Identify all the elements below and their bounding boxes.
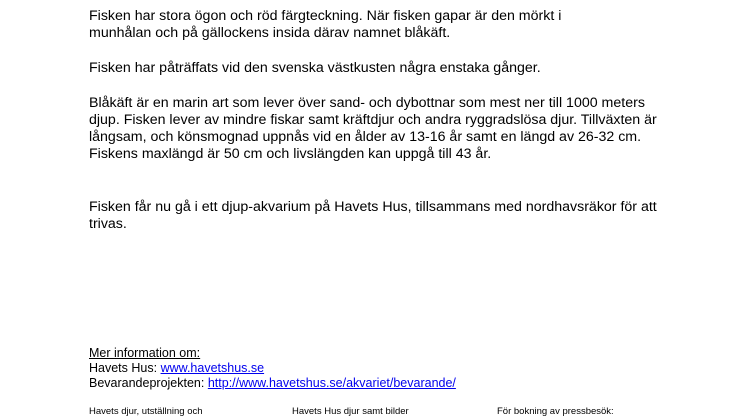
- more-info-section: [89, 346, 456, 391]
- havets-hus-label: Havets Hus:: [89, 361, 161, 375]
- paragraph-aquarium: Fisken får nu gå i ett djup-akvarium på Havets Hus, tillsammans med nordhavsräkor för att trivas.: [89, 199, 657, 232]
- paragraph-occurrence: Fisken har påträffats vid den svenska västkusten några enstaka gånger.: [89, 60, 541, 76]
- footer-column-2: Havets Hus djur samt bilder: [292, 406, 409, 417]
- bevarande-label: Bevarandeprojekten:: [89, 376, 208, 390]
- footer-column-3: För bokning av pressbesök:: [497, 406, 614, 417]
- havets-hus-line: [89, 361, 456, 376]
- bevarande-link[interactable]: http://www.havetshus.se/akvariet/bevarande/: [207, 376, 456, 390]
- paragraph-description: Fisken har stora ögon och röd färgteckning. När fisken gapar är den mörkt i munhålan och på gällockens insida därav namnet blåkäft.: [89, 8, 562, 41]
- paragraph-biology: Blåkäft är en marin art som lever över sand- och dybottnar som mest ner till 1000 meters djup. Fisken lever av mindre fiskar samt kräftdjur och andra ryggradslösa djur. Tillväxten är långsam, och könsmognad uppnås vid en ålder av 13-16 år samt en längd av 26-32 cm. Fiskens maxlängd är 50 cm och livslängden kan uppgå till 43 år.: [89, 95, 657, 162]
- bevarande-line: [89, 376, 456, 391]
- more-info-heading: Mer information om:: [89, 346, 201, 360]
- footer-column-1: Havets djur, utställning och: [89, 406, 203, 417]
- havets-hus-link[interactable]: www.havetshus.se: [160, 361, 265, 375]
